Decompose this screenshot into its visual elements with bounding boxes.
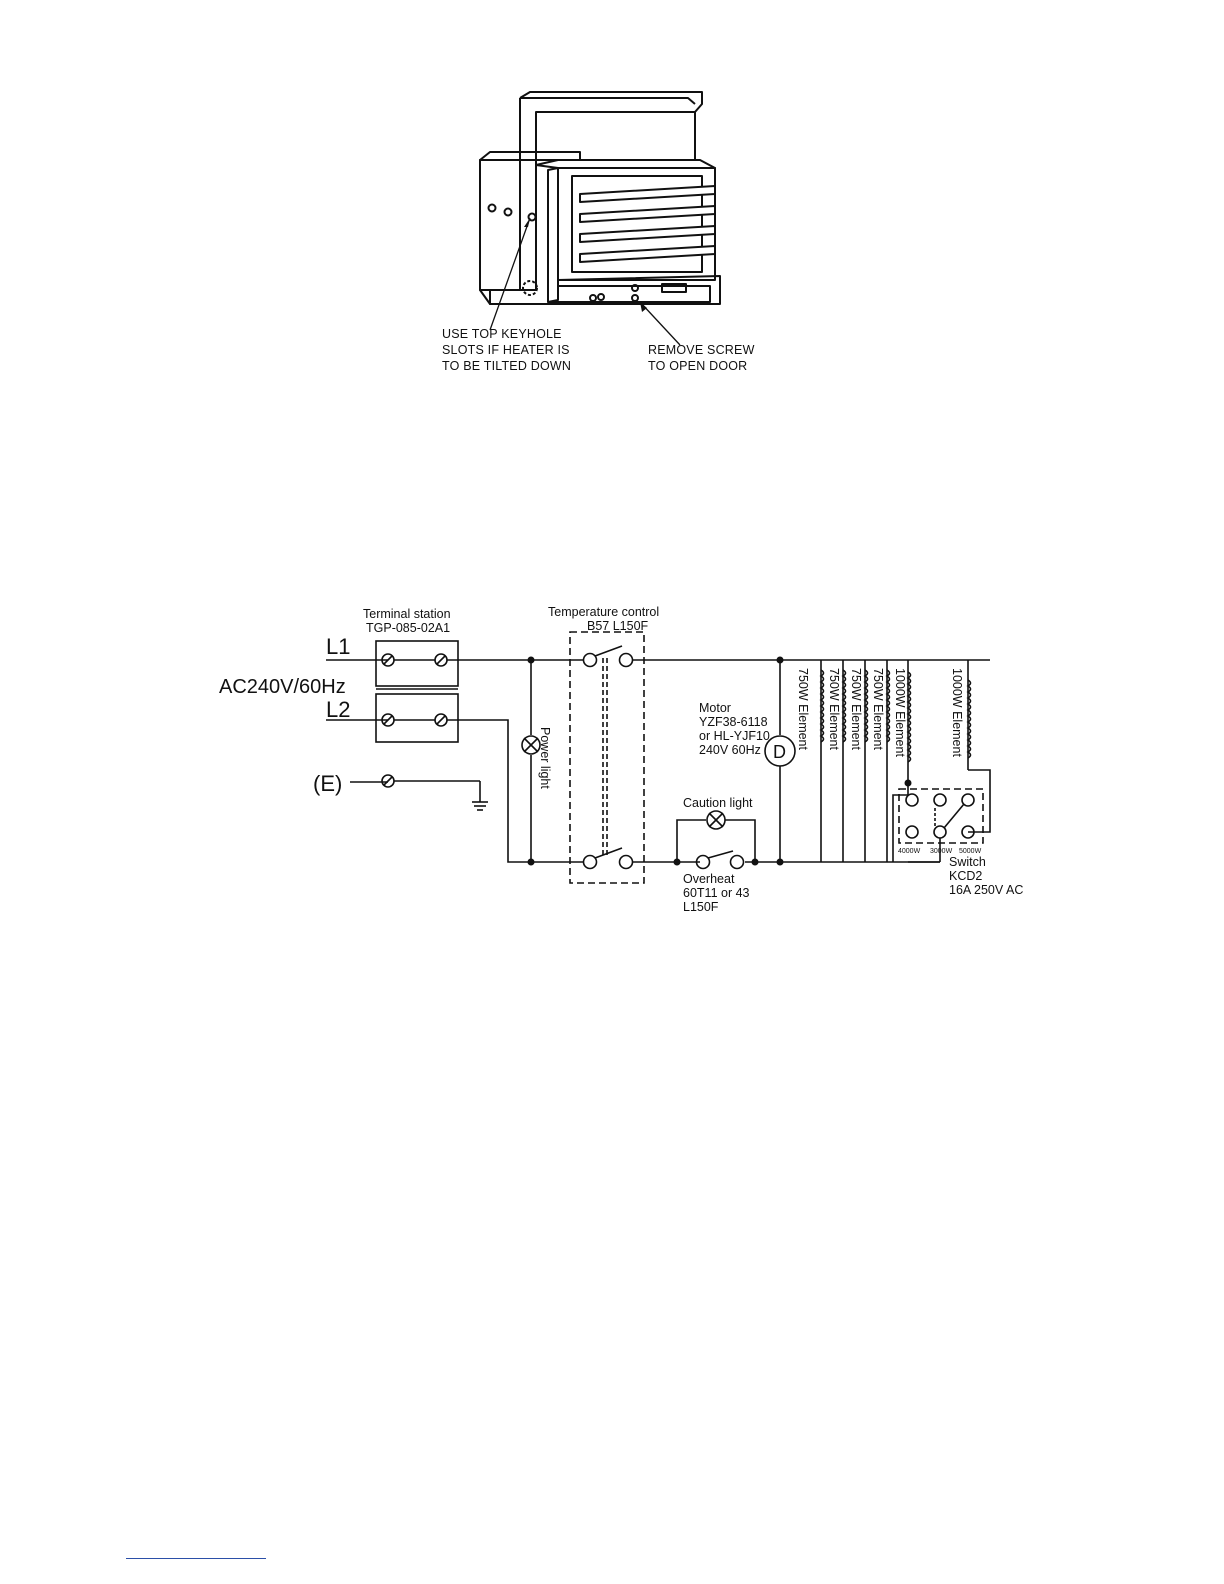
footnote-rule	[126, 1558, 266, 1559]
switch-label-3: 16A 250V AC	[949, 883, 1024, 897]
switch-pos-5000w: 5000W	[959, 848, 982, 855]
caution-light-label: Caution light	[683, 796, 753, 810]
motor-label-4: 240V 60Hz	[699, 743, 761, 757]
terminal-title: Terminal station	[363, 607, 451, 621]
temp-control-title: Temperature control	[548, 605, 660, 619]
element-label-5: 1000W Element	[893, 668, 907, 757]
power-light-label: Power light	[538, 727, 552, 789]
motor-label-2: YZF38-6118	[699, 715, 768, 729]
keyhole-caption-line-2: SLOTS IF HEATER IS	[442, 343, 570, 357]
switch-label-2: KCD2	[949, 869, 983, 883]
l1-label: L1	[326, 634, 351, 659]
motor-label-1: Motor	[699, 701, 731, 715]
element-label-1: 750W Element	[796, 668, 810, 750]
terminal-block-l2	[376, 694, 458, 742]
earth-label: (E)	[313, 771, 343, 796]
l2-label: L2	[326, 697, 351, 722]
element-label-4: 750W Element	[871, 668, 885, 750]
screw-caption-line-2: TO OPEN DOOR	[648, 359, 748, 373]
terminal-model: TGP-085-02A1	[366, 621, 451, 635]
screw-caption-line-1: REMOVE SCREW	[648, 343, 755, 357]
temp-control-model: B57 L150F	[587, 619, 649, 633]
switch-pos-4000w: 4000W	[898, 848, 921, 855]
overheat-label-1: Overheat	[683, 872, 735, 886]
switch-label-1: Switch	[949, 855, 986, 869]
overheat-label-2: 60T11 or 43	[683, 886, 750, 900]
element-label-3: 750W Element	[849, 668, 863, 750]
keyhole-caption-line-1: USE TOP KEYHOLE	[442, 327, 562, 341]
element-label-2: 750W Element	[827, 668, 841, 750]
element-label-6: 1000W Element	[950, 668, 964, 757]
overheat-label-3: L150F	[683, 900, 719, 914]
motor-symbol: D	[773, 742, 786, 762]
keyhole-caption-line-3: TO BE TILTED DOWN	[442, 359, 572, 373]
supply-label: AC240V/60Hz	[219, 676, 346, 698]
switch-pos-3000w: 3000W	[930, 848, 953, 855]
motor-label-3: or HL-YJF10	[699, 729, 770, 743]
